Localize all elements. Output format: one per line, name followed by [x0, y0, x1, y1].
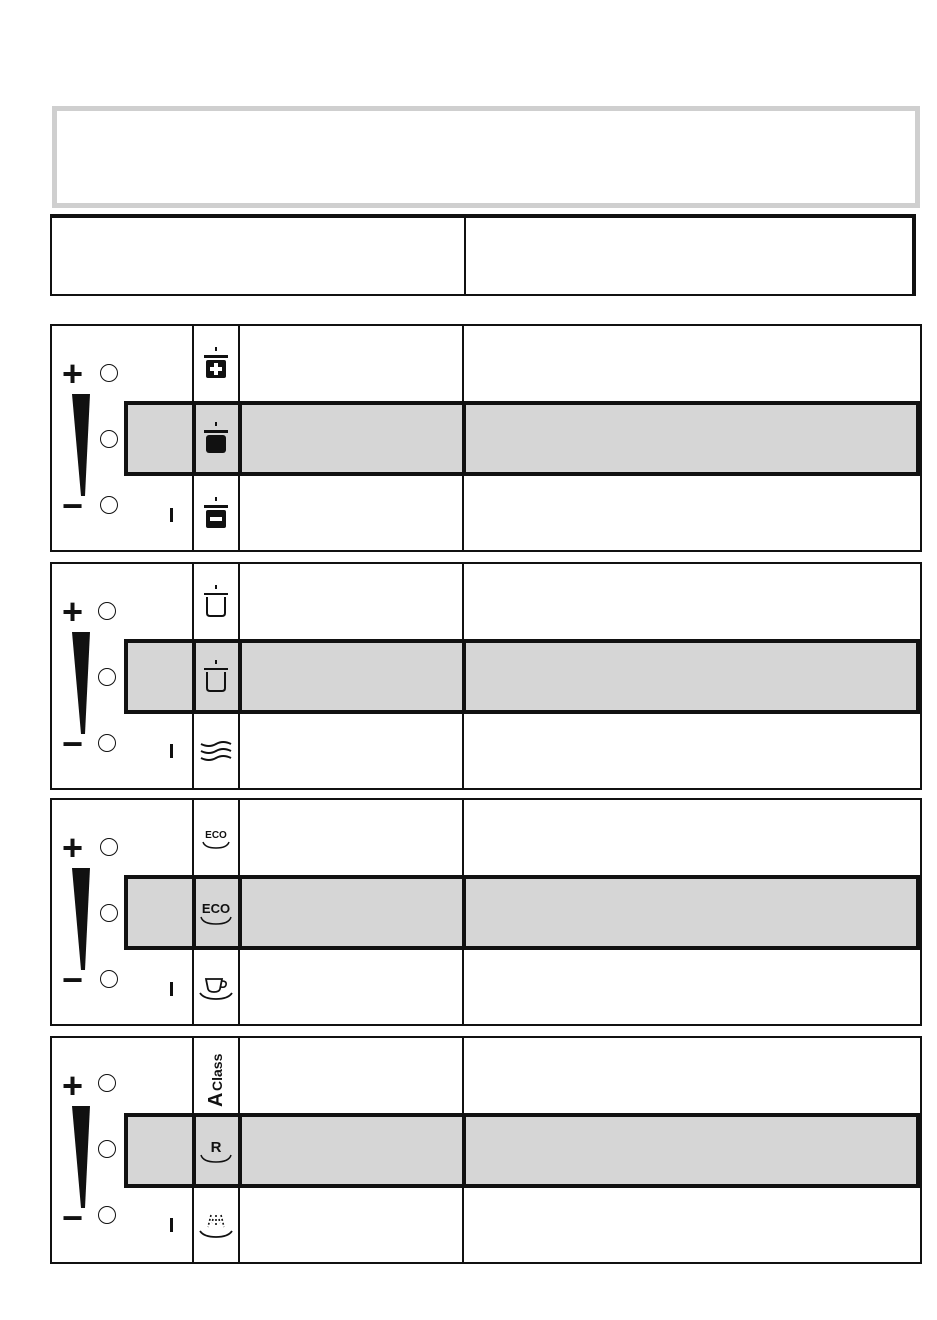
indicator-mark	[170, 744, 173, 758]
program-row[interactable]	[126, 1188, 920, 1263]
a-class-icon	[201, 1043, 231, 1109]
scale-wedge	[72, 1106, 90, 1208]
program-group-1	[50, 324, 922, 552]
level-mid-circle[interactable]	[100, 430, 118, 448]
scale-minus: −	[62, 485, 84, 524]
svg-text:A: A	[205, 1092, 227, 1107]
level-low-circle[interactable]	[100, 496, 118, 514]
level-high-circle[interactable]	[98, 1074, 116, 1092]
scale-minus: −	[62, 1197, 84, 1236]
level-mid-circle[interactable]	[98, 1140, 116, 1158]
level-high-circle[interactable]	[98, 602, 116, 620]
program-row[interactable]	[124, 639, 920, 714]
program-row[interactable]	[126, 476, 920, 551]
eco-large-icon	[197, 898, 235, 928]
scale-wedge	[72, 394, 90, 496]
svg-text:Class: Class	[209, 1053, 225, 1091]
scale-minus: −	[62, 959, 84, 998]
svg-text:ECO: ECO	[205, 829, 227, 841]
level-low-circle[interactable]	[98, 734, 116, 752]
spray-icon	[198, 1211, 234, 1241]
program-group-3	[50, 798, 922, 1026]
rinse-icon	[197, 1136, 235, 1166]
program-group-2	[50, 562, 922, 790]
program-row[interactable]	[126, 950, 920, 1025]
pot-minus-icon	[201, 497, 231, 531]
scale-wedge	[72, 632, 90, 734]
pot-outline-icon	[201, 660, 231, 694]
level-mid-circle[interactable]	[98, 668, 116, 686]
level-mid-circle[interactable]	[100, 904, 118, 922]
level-high-circle[interactable]	[100, 364, 118, 382]
program-row[interactable]	[126, 800, 920, 875]
cup-icon	[198, 973, 234, 1003]
eco-small-icon	[199, 824, 233, 852]
indicator-mark	[170, 982, 173, 996]
pot-filled-icon	[201, 422, 231, 456]
pot-plus-icon	[201, 347, 231, 381]
program-row[interactable]	[126, 714, 920, 789]
svg-text:R: R	[210, 1138, 222, 1156]
program-row[interactable]	[126, 326, 920, 401]
scale-wedge	[72, 868, 90, 970]
level-low-circle[interactable]	[100, 970, 118, 988]
indicator-mark	[170, 508, 173, 522]
waves-icon	[199, 738, 233, 766]
program-row[interactable]	[124, 1113, 920, 1188]
scale-plus: +	[62, 828, 84, 868]
scale-plus: +	[62, 354, 84, 394]
title-box	[52, 106, 920, 208]
level-high-circle[interactable]	[100, 838, 118, 856]
scale-plus: +	[62, 592, 84, 632]
header-divider	[464, 218, 466, 294]
level-low-circle[interactable]	[98, 1206, 116, 1224]
indicator-mark	[170, 1218, 173, 1232]
svg-text:ECO: ECO	[201, 900, 231, 916]
scale-plus: +	[62, 1066, 84, 1106]
scale-minus: −	[62, 723, 84, 762]
program-row[interactable]	[126, 1038, 920, 1113]
pot-outline-icon	[201, 585, 231, 619]
program-row[interactable]	[126, 564, 920, 639]
header-table	[50, 214, 916, 296]
program-row[interactable]	[124, 875, 920, 950]
program-row[interactable]	[124, 401, 920, 476]
program-group-4	[50, 1036, 922, 1264]
